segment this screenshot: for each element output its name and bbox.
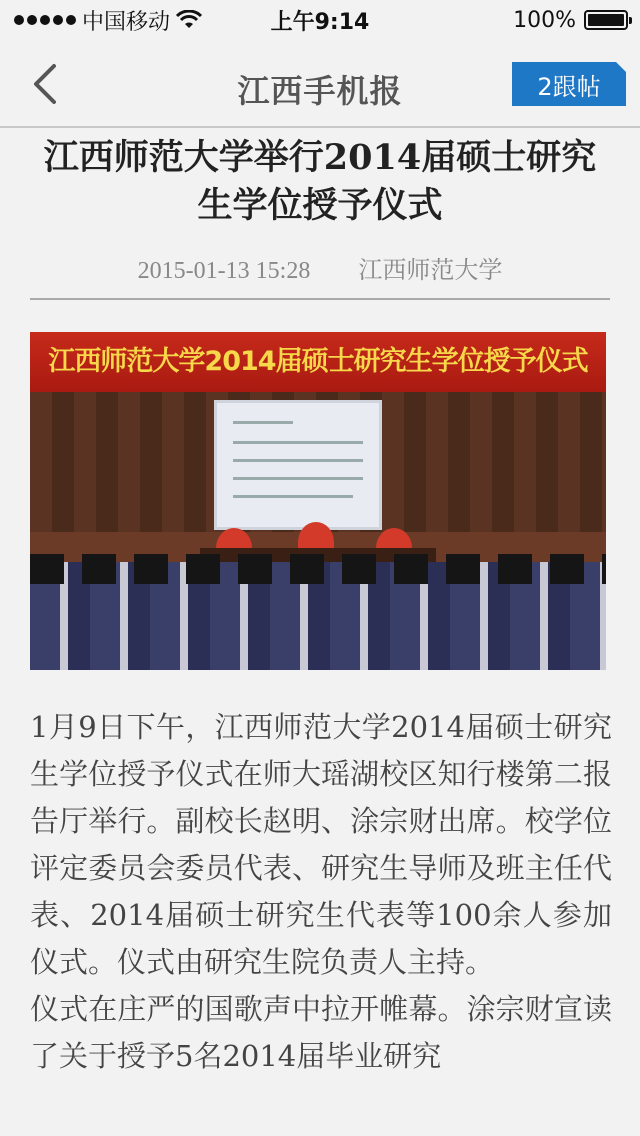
article-meta — [30, 250, 610, 285]
status-bar — [0, 0, 640, 40]
photo-banner: 江西师范大学2014届硕士研究生学位授予仪式 — [30, 332, 606, 392]
article-date: 2015-01-13 15:28 — [137, 258, 311, 284]
article-paragraph: 1月9日下午，江西师范大学2014届硕士研究生学位授予仪式在师大瑶湖校区知行楼第二报告厅举行。副校长赵明、涂宗财出席。校学位评定委员会委员代表、研究生导师及班主任代表、2014届硕士研究生代表等100余人参加仪式。仪式由研究生院负责人主持。 — [30, 710, 612, 979]
wifi-icon — [176, 10, 202, 30]
battery-percent: 100% — [513, 7, 576, 33]
status-right — [513, 8, 628, 33]
carrier-label: 中国移动 — [82, 9, 171, 35]
nav-bar — [0, 40, 640, 128]
article-photo[interactable] — [30, 332, 606, 670]
reply-count-button[interactable]: 2跟帖 — [512, 62, 626, 106]
nav-title: 江西手机报 — [237, 72, 403, 110]
divider — [30, 298, 610, 300]
article-paragraph: 仪式在庄严的国歌声中拉开帷幕。涂宗财宣读了关于授予5名2014届毕业研究 — [30, 992, 612, 1073]
battery-icon — [584, 10, 628, 30]
article-body — [30, 704, 612, 1080]
projector-screen — [214, 400, 382, 530]
article-title: 江西师范大学举行2014届硕士研究生学位授予仪式 — [43, 137, 597, 226]
status-time: 上午9:14 — [270, 9, 370, 35]
status-left — [14, 5, 202, 36]
graduation-caps — [30, 554, 606, 584]
article-source: 江西师范大学 — [358, 258, 503, 284]
signal-strength-icon — [14, 15, 76, 25]
